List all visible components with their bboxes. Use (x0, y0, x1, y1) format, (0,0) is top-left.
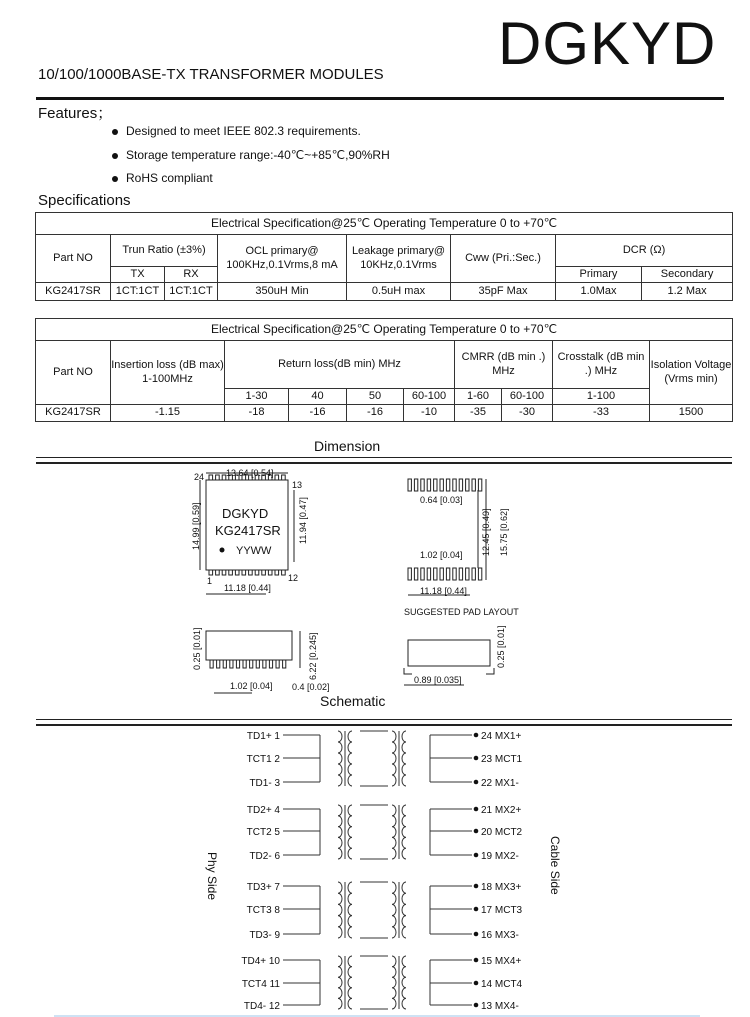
cmc-coil (402, 882, 406, 938)
table1-cell: 35pF Max (451, 283, 556, 301)
pin-12-label: 12 (288, 573, 299, 583)
tx-coil (348, 882, 352, 938)
brand-logo: DGKYD (498, 10, 717, 77)
cable-side-label: Cable Side (548, 836, 562, 895)
table2-band: 1-30 (225, 389, 289, 405)
table2-cell: -16 (289, 405, 347, 422)
table1-cell: 0.5uH max (347, 283, 451, 301)
cable-pin-label: 24 MX1+ (481, 731, 522, 742)
table1-title: Electrical Specification@25℃ Operating Temperature 0 to +70℃ (36, 213, 733, 235)
table1-cell: 1.0Max (556, 283, 642, 301)
table1-dcr-header: DCR (Ω) (556, 235, 733, 267)
pin-dot-icon (474, 807, 479, 812)
top-width-label: 13.64 [0.54] (226, 468, 274, 478)
phy-pin-label: TD4+ 10 (241, 956, 280, 967)
inner-height-label: 11.94 [0.47] (298, 497, 308, 544)
side-standoff-label: 0.25 [0.01] (192, 627, 202, 670)
pin-dot-icon (474, 907, 479, 912)
phy-pin-label: TD3- 9 (249, 930, 280, 941)
table1-cell: KG2417SR (36, 283, 111, 301)
table2-title: Electrical Specification@25℃ Operating Temperature 0 to +70℃ (36, 319, 733, 341)
table1-leakage-header: Leakage primary@ 10KHz,0.1Vrms (347, 235, 451, 283)
left-height-label: 14.99 [0.59] (191, 502, 201, 550)
cable-pin-label: 14 MCT4 (481, 979, 523, 990)
phy-side-label: Phy Side (205, 852, 219, 901)
pin-dot-icon (474, 958, 479, 963)
table2-band: 50 (347, 389, 404, 405)
table1-secondary-header: Secondary (642, 267, 733, 283)
pad-layout-caption: SUGGESTED PAD LAYOUT (404, 607, 519, 617)
table2-band: 1-100 (553, 389, 650, 405)
table1-cell: 1CT:1CT (165, 283, 218, 301)
features-heading: Features； (38, 105, 113, 122)
table2-cell: -1.15 (111, 405, 225, 422)
pin-dot-icon (474, 780, 479, 785)
tx-coil (348, 731, 352, 786)
feature-text: RoHS compliant (126, 171, 213, 185)
end-standoff-label: 0.25 [0.01] (496, 625, 506, 668)
table2-cell: -16 (347, 405, 404, 422)
phy-pin-label: TD1- 3 (249, 778, 280, 789)
cable-pin-label: 19 MX2- (481, 851, 519, 862)
table2-band: 1-60 (455, 389, 502, 405)
pin-dot-icon (474, 853, 479, 858)
table2-cell: -18 (225, 405, 289, 422)
cable-pin-label: 17 MCT3 (481, 905, 523, 916)
table2-part-no-header: Part NO (36, 341, 111, 405)
cmc-coil (392, 731, 396, 786)
specifications-heading: Specifications (38, 192, 131, 209)
table2-cell: -35 (455, 405, 502, 422)
cable-pin-label: 20 MCT2 (481, 827, 523, 838)
tx-coil (338, 805, 342, 859)
tx-coil (348, 956, 352, 1009)
cable-pin-label: 23 MCT1 (481, 754, 523, 765)
phy-pin-label: TCT3 8 (246, 905, 280, 916)
phy-pin-label: TCT2 5 (246, 827, 280, 838)
pin-dot-icon (474, 884, 479, 889)
table2-band: 60-100 (502, 389, 553, 405)
pad-inner-span-label: 12.45 [0.49] (481, 508, 491, 556)
table2-isolation-header: Isolation Voltage (Vrms min) (650, 341, 733, 405)
table2-cell: 1500 (650, 405, 733, 422)
marking-brand: DGKYD (222, 506, 269, 521)
cable-pin-label: 18 MX3+ (481, 882, 522, 893)
pin-dot-icon (474, 733, 479, 738)
pin-dot-icon (474, 756, 479, 761)
cable-pin-label: 22 MX1- (481, 778, 519, 789)
cmc-coil (392, 805, 396, 859)
table2-cell: -30 (502, 405, 553, 422)
pin-1-label: 1 (207, 576, 213, 586)
table2-cell: KG2417SR (36, 405, 111, 422)
table1-turns-ratio-header: Trun Ratio (±3%) (111, 235, 218, 267)
cmc-coil (402, 731, 406, 786)
table1-part-no-header: Part NO (36, 235, 111, 283)
pad-width-label: 0.64 [0.03] (420, 495, 463, 505)
pin-dot-icon (474, 1003, 479, 1008)
pin-dot-icon (474, 932, 479, 937)
cmc-coil (402, 805, 406, 859)
marking-part: KG2417SR (215, 523, 281, 538)
phy-pin-label: TD1+ 1 (246, 731, 280, 742)
table2-insertion-loss-header: Insertion loss (dB max) 1-100MHz (111, 341, 225, 405)
table1-cell: 350uH Min (218, 283, 347, 301)
phy-pin-label: TCT1 2 (246, 754, 280, 765)
pin-24-label: 24 (194, 472, 205, 482)
phy-pin-label: TD2+ 4 (246, 805, 280, 816)
feature-text: Storage temperature range:-40℃~+85℃,90%RH (126, 148, 390, 162)
cmc-coil (392, 956, 396, 1009)
pad-bottom-width-label: 11.18 [0.44] (420, 586, 467, 596)
tx-coil (348, 805, 352, 859)
top-bottom-width-label: 11.18 [0.44] (224, 583, 271, 593)
table1-tx-header: TX (111, 267, 165, 283)
table2-cell: -33 (553, 405, 650, 422)
table1-primary-header: Primary (556, 267, 642, 283)
tx-coil (338, 882, 342, 938)
side-height-label: 6.22 [0.245] (308, 632, 318, 680)
table1-ocl-header: OCL primary@ 100KHz,0.1Vrms,8 mA (218, 235, 347, 283)
table1-cell: 1CT:1CT (111, 283, 165, 301)
tx-coil (338, 956, 342, 1009)
pad-outer-span-label: 15.75 [0.62] (499, 508, 509, 556)
dimension-heading: Dimension (314, 438, 381, 454)
cable-pin-label: 16 MX3- (481, 930, 519, 941)
schematic-heading: Schematic (320, 693, 386, 709)
phy-pin-label: TD2- 6 (249, 851, 280, 862)
table2-band: 60-100 (404, 389, 455, 405)
tx-coil (338, 731, 342, 786)
document-title: 10/100/1000BASE-TX TRANSFORMER MODULES (38, 66, 384, 83)
side-pitch-label: 1.02 [0.04] (230, 681, 273, 691)
cmc-coil (392, 882, 396, 938)
end-lead-span-label: 0.89 [0.035] (414, 675, 462, 685)
table2-cmrr-header: CMRR (dB min .) MHz (455, 341, 553, 389)
table2-return-loss-header: Return loss(dB min) MHz (225, 341, 455, 389)
table2-crosstalk-header: Crosstalk (dB min .) MHz (553, 341, 650, 389)
pin-dot-icon (474, 829, 479, 834)
table2-band: 40 (289, 389, 347, 405)
table2-cell: -10 (404, 405, 455, 422)
feature-text: Designed to meet IEEE 802.3 requirements. (126, 124, 361, 138)
cable-pin-label: 15 MX4+ (481, 956, 522, 967)
cmc-coil (402, 956, 406, 1009)
cable-pin-label: 21 MX2+ (481, 805, 522, 816)
table1-cww-header: Cww (Pri.:Sec.) (451, 235, 556, 283)
cable-pin-label: 13 MX4- (481, 1001, 519, 1012)
table1-rx-header: RX (165, 267, 218, 283)
pin-dot-icon (474, 981, 479, 986)
side-lead-width-label: 0.4 [0.02] (292, 682, 330, 692)
marking-date: YYWW (236, 545, 272, 557)
table1-cell: 1.2 Max (642, 283, 733, 301)
pin-13-label: 13 (292, 480, 303, 490)
phy-pin-label: TD3+ 7 (246, 882, 280, 893)
phy-pin-label: TCT4 11 (241, 979, 280, 990)
pad-pitch-label: 1.02 [0.04] (420, 550, 463, 560)
phy-pin-label: TD4- 12 (243, 1001, 280, 1012)
